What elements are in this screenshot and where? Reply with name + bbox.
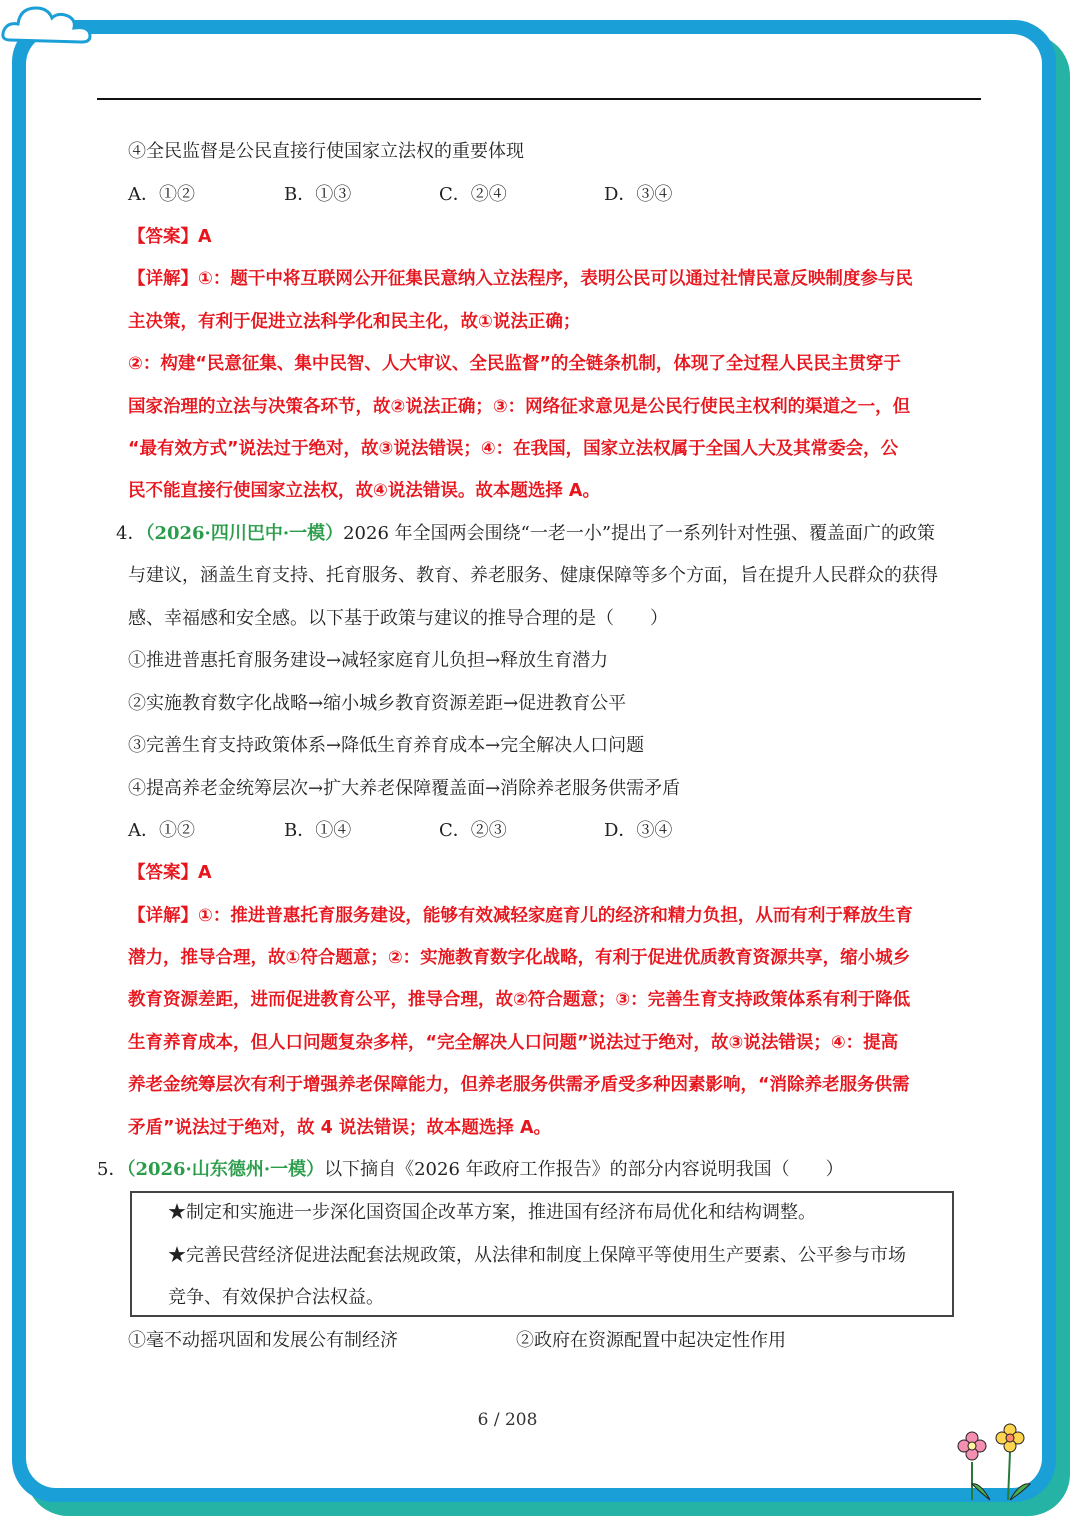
question-4-header (116, 522, 935, 546)
q5-statement-2: ②政府在资源配置中起决定性作用 (516, 1330, 786, 1351)
cloud-icon (0, 0, 100, 50)
q4-explain-line: 【详解】①：推进普惠托育服务建设，能够有效减轻家庭育儿的经济和精力负担，从而有利于释放生育 (128, 906, 913, 926)
question-source: （2026·山东德州·一模） (126, 1159, 325, 1180)
q4-statement-3: ③完善生育支持政策体系→降低生育养育成本→完全解决人口问题 (128, 735, 645, 756)
header-rule (97, 98, 981, 100)
q4-explain-line: 生育养育成本，但人口问题复杂多样，“完全解决人口问题”说法过于绝对，故③说法错误；④：提高 (128, 1033, 899, 1053)
q4-answer: 【答案】A (128, 863, 212, 883)
q3-statement-4: ④全民监督是公民直接行使国家立法权的重要体现 (128, 141, 524, 162)
q3-explain-line: 主决策，有利于促进立法科学化和民主化，故①说法正确； (128, 312, 581, 332)
q3-explain-line: ②：构建“民意征集、集中民智、人大审议、全民监督”的全链条机制，体现了全过程人民民主贯穿于 (128, 354, 901, 374)
q4-option-c: C．②③ (439, 820, 507, 841)
q3-explain-line: 【详解】①：题干中将互联网公开征集民意纳入立法程序，表明公民可以通过社情民意反映制度参与民 (128, 269, 913, 289)
q4-option-b: B．①④ (284, 820, 352, 841)
q3-option-b: B．①③ (284, 184, 352, 205)
quote-line: ★完善民营经济促进法配套法规政策，从法律和制度上保障平等使用生产要素、公平参与市场 (168, 1245, 906, 1266)
q4-statement-1: ①推进普惠托育服务建设→减轻家庭育儿负担→释放生育潜力 (128, 650, 609, 671)
question-stem-line: 与建议，涵盖生育支持、托育服务、教育、养老服务、健康保障等多个方面，旨在提升人民群众的获得 (128, 565, 938, 586)
q4-statement-2: ②实施教育数字化战略→缩小城乡教育资源差距→促进教育公平 (128, 693, 627, 714)
q3-option-d: D．③④ (604, 184, 673, 205)
question-stem-line: 感、幸福感和安全感。以下基于政策与建议的推导合理的是（ ） (128, 608, 668, 629)
page-number: 6 / 208 (477, 1410, 538, 1430)
question-stem-line: 2026 年全国两会围绕“一老一小”提出了一系列针对性强、覆盖面广的政策 (343, 523, 936, 544)
q4-explain-line: 潜力，推导合理，故①符合题意；②：实施教育数字化战略，有利于促进优质教育资源共享，缩小城乡 (128, 948, 911, 968)
question-5-header (97, 1158, 844, 1182)
q3-explain-line: “最有效方式”说法过于绝对，故③说法错误；④：在我国，国家立法权属于全国人大及其常委会，公 (128, 439, 899, 459)
question-source: （2026·四川巴中·一模） (145, 523, 344, 544)
flower-decoration-icon (950, 1422, 1040, 1502)
q5-statement-1: ①毫不动摇巩固和发展公有制经济 (128, 1330, 398, 1351)
question-number: 4． (116, 523, 146, 544)
q3-explain-line: 民不能直接行使国家立法权，故④说法错误。故本题选择 A。 (128, 481, 600, 501)
q3-option-c: C．②④ (439, 184, 507, 205)
q4-option-d: D．③④ (604, 820, 673, 841)
q4-explain-line: 教育资源差距，进而促进教育公平，推导合理，故②符合题意；③：完善生育支持政策体系有利于降低 (128, 990, 911, 1010)
q3-answer: 【答案】A (128, 227, 212, 247)
quote-line: ★制定和实施进一步深化国资国企改革方案，推进国有经济布局优化和结构调整。 (168, 1202, 816, 1223)
q4-option-a: A．①② (128, 820, 195, 841)
q4-statement-4: ④提高养老金统筹层次→扩大养老保障覆盖面→消除养老服务供需矛盾 (128, 778, 681, 799)
q4-explain-line: 矛盾”说法过于绝对，故 4 说法错误；故本题选择 A。 (128, 1118, 551, 1138)
quote-line: 竞争、有效保护合法权益。 (168, 1287, 384, 1308)
q4-explain-line: 养老金统筹层次有利于增强养老保障能力，但养老服务供需矛盾受多种因素影响，“消除养老服务供需 (128, 1075, 910, 1095)
question-number: 5． (97, 1159, 127, 1180)
q3-option-a: A．①② (128, 184, 195, 205)
q3-explain-line: 国家治理的立法与决策各环节，故②说法正确；③：网络征求意见是公民行使民主权利的渠道之一，但 (128, 397, 911, 417)
question-stem: 以下摘自《2026 年政府工作报告》的部分内容说明我国（ ） (324, 1159, 844, 1180)
